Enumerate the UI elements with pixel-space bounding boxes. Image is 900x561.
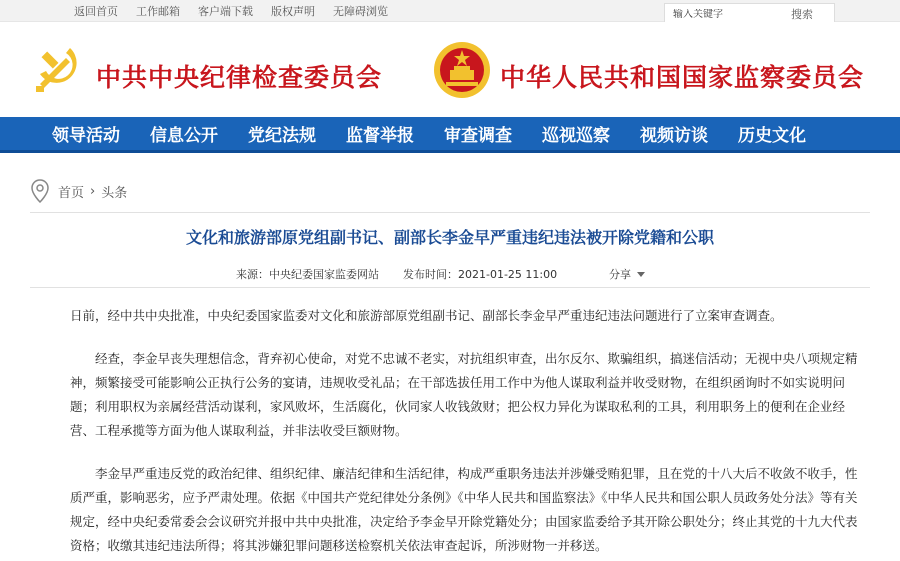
site-header <box>0 22 900 117</box>
article-source: 来源：中央纪委国家监委网站 <box>236 268 379 281</box>
top-bar <box>0 0 900 22</box>
search-input[interactable] <box>665 9 787 20</box>
national-emblem-icon <box>432 40 492 100</box>
article-publish-time: 发布时间：2021-01-25 11:00 <box>403 268 558 281</box>
article-body <box>70 304 865 561</box>
share-label: 分享 <box>609 268 631 281</box>
share-button[interactable] <box>609 266 645 282</box>
cpc-discipline-commission-title: 中共中央纪律检查委员会 <box>96 63 383 92</box>
breadcrumb-divider <box>30 212 870 213</box>
nav-item-inspection[interactable]: 巡视巡察 <box>542 126 610 146</box>
caret-down-icon <box>637 272 645 277</box>
breadcrumb-separator: › <box>90 183 96 199</box>
top-link-accessibility[interactable]: 无障碍浏览 <box>333 5 388 18</box>
location-pin-icon <box>30 179 50 203</box>
nav-item-history[interactable]: 历史文化 <box>738 126 806 146</box>
top-links <box>74 0 406 22</box>
nav-item-regulations[interactable]: 党纪法规 <box>248 126 316 146</box>
party-emblem-icon <box>30 40 86 96</box>
article-meta <box>236 266 557 282</box>
breadcrumb <box>30 177 127 205</box>
nav-item-report[interactable]: 监督举报 <box>346 126 414 146</box>
breadcrumb-current[interactable]: 头条 <box>101 185 128 201</box>
search-button[interactable]: 搜索 <box>791 8 813 21</box>
nav-item-disclosure[interactable]: 信息公开 <box>150 126 218 146</box>
top-link-copyright[interactable]: 版权声明 <box>271 5 315 18</box>
article-paragraph-1: 日前，经中共中央批准，中央纪委国家监委对文化和旅游部原党组副书记、副部长李金早严重违纪违法问题进行了立案审查调查。 <box>70 308 783 323</box>
top-link-home[interactable]: 返回首页 <box>74 5 118 18</box>
national-supervisory-commission-title: 中华人民共和国国家监察委员会 <box>500 63 865 92</box>
top-link-mail[interactable]: 工作邮箱 <box>136 5 180 18</box>
nav-item-video[interactable]: 视频访谈 <box>640 126 708 146</box>
main-nav <box>0 117 900 153</box>
meta-divider <box>30 287 870 288</box>
top-link-app-download[interactable]: 客户端下载 <box>198 5 253 18</box>
article-paragraph-3: 李金早严重违反党的政治纪律、组织纪律、廉洁纪律和生活纪律，构成严重职务违法并涉嫌受贿犯罪，且在党的十八大后不收敛不收手，性质严重，影响恶劣，应予严肃处理。依据《中国共产党纪律处分条例》《中华人民共和国监察法》《中华人民共和国公职人员政务处分法》等有关规定，经中央纪委常委会会议研究并报中共中央批准，决定给予李金早开除党籍处分；由国家监委给予其开除公职处分；终止其党的十九大代表资格；收缴其违纪违法所得；将其涉嫌犯罪问题移送检察机关依法审查起诉，所涉财物一并移送。 <box>70 466 858 553</box>
nav-item-investigation[interactable]: 审查调查 <box>444 126 512 146</box>
breadcrumb-home[interactable]: 首页 <box>58 185 85 201</box>
article-title: 文化和旅游部原党组副书记、副部长李金早严重违纪违法被开除党籍和公职 <box>185 228 714 247</box>
article-paragraph-2: 经查，李金早丧失理想信念，背弃初心使命，对党不忠诚不老实，对抗组织审查，出尔反尔、欺骗组织，搞迷信活动；无视中央八项规定精神，频繁接受可能影响公正执行公务的宴请，违规收受礼品；在干部选拔任用工作中为他人谋取利益并收受财物，在组织函询时不如实说明问题；利用职权为亲属经营活动谋利，家风败坏，生活腐化，伙同家人收钱敛财；把公权力异化为谋取私利的工具，利用职务上的便利在企业经营、工程承揽等方面为他人谋取利益，并非法收受巨额财物。 <box>70 351 858 438</box>
nav-item-leadership[interactable]: 领导活动 <box>52 126 120 146</box>
